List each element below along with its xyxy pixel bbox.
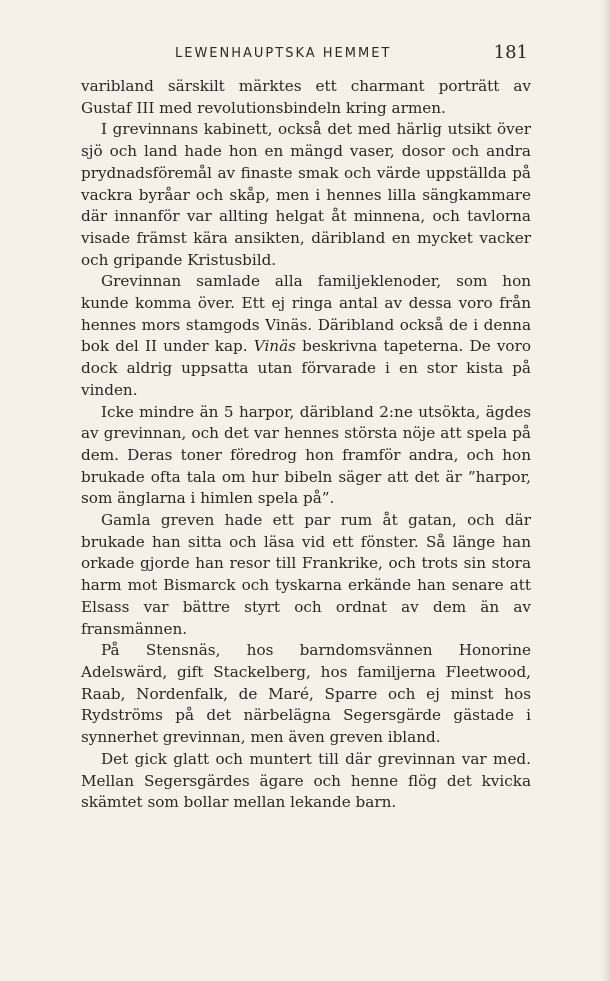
paragraph-6: På Stensnäs, hos barndomsvännen Honorine Adelswärd, gift Stackelberg, hos familjerna Fleetwood, Raab, Nordenfalk, de Maré, Sparre och ej minst hos Rydströms på det närbelägna Segersgärde gästade i synnerhet grevinnan, men även greven ibland. [81,641,531,747]
paragraph-3-text: Grevinnan samlade alla familjeklenoder, som hon kunde komma över. Ett ej ringa antal av dessa voro från hennes mors stamgods Vinäs. Däribland också de i denna bok del II under kap. [81,272,531,356]
paragraph-1: varibland särskilt märktes ett charmant porträtt av Gustaf III med revolutionsbindeln kring armen. [81,77,531,117]
italic-vinas: Vinäs [253,337,296,356]
body-text [81,76,531,814]
paragraph-7: Det gick glatt och muntert till där grevinnan var med. Mellan Segersgärdes ägare och henne flög det kvicka skämtet som bollar mellan lekande barn. [81,749,531,812]
page-edge-shadow [602,0,610,981]
paragraph-2: I grevinnans kabinett, också det med härlig utsikt över sjö och land hade hon en mängd vaser, dosor och andra prydnadsföremål av finaste smak och värde uppställda på vackra byråar och skåp, men i hennes lilla sängkammare där innanför var allting helgat åt minnena, och tavlorna visade främst kära ansikten, däribland en mycket vacker och gripande Kristusbild. [81,120,531,269]
paragraph-3 [81,271,531,401]
page-number: 181 [493,42,528,63]
running-title: LEWENHAUPTSKA HEMMET [175,46,392,61]
page-header [80,42,530,72]
paragraph-4: Icke mindre än 5 harpor, däribland 2:ne utsökta, ägdes av grevinnan, och det var hennes största nöje att spela på dem. Deras toner föredrog hon framför andra, och hon brukade ofta tala om hur bibeln säger att det är ”harpor, som änglarna i himlen spela på”. [81,402,531,508]
paragraph-5: Gamla greven hade ett par rum åt gatan, och där brukade han sitta och läsa vid ett fönster. Så länge han orkade gjorde han resor till Frankrike, och trots sin stora harm mot Bismarck och tyskarna erkände han senare att Elsass var bättre styrt och ordnat av dem än av fransmännen. [81,511,531,638]
paragraph-3-tail: beskrivna tapeterna. De voro dock aldrig uppsatta utan förvarade i en stor kista på vinden. [81,337,531,399]
